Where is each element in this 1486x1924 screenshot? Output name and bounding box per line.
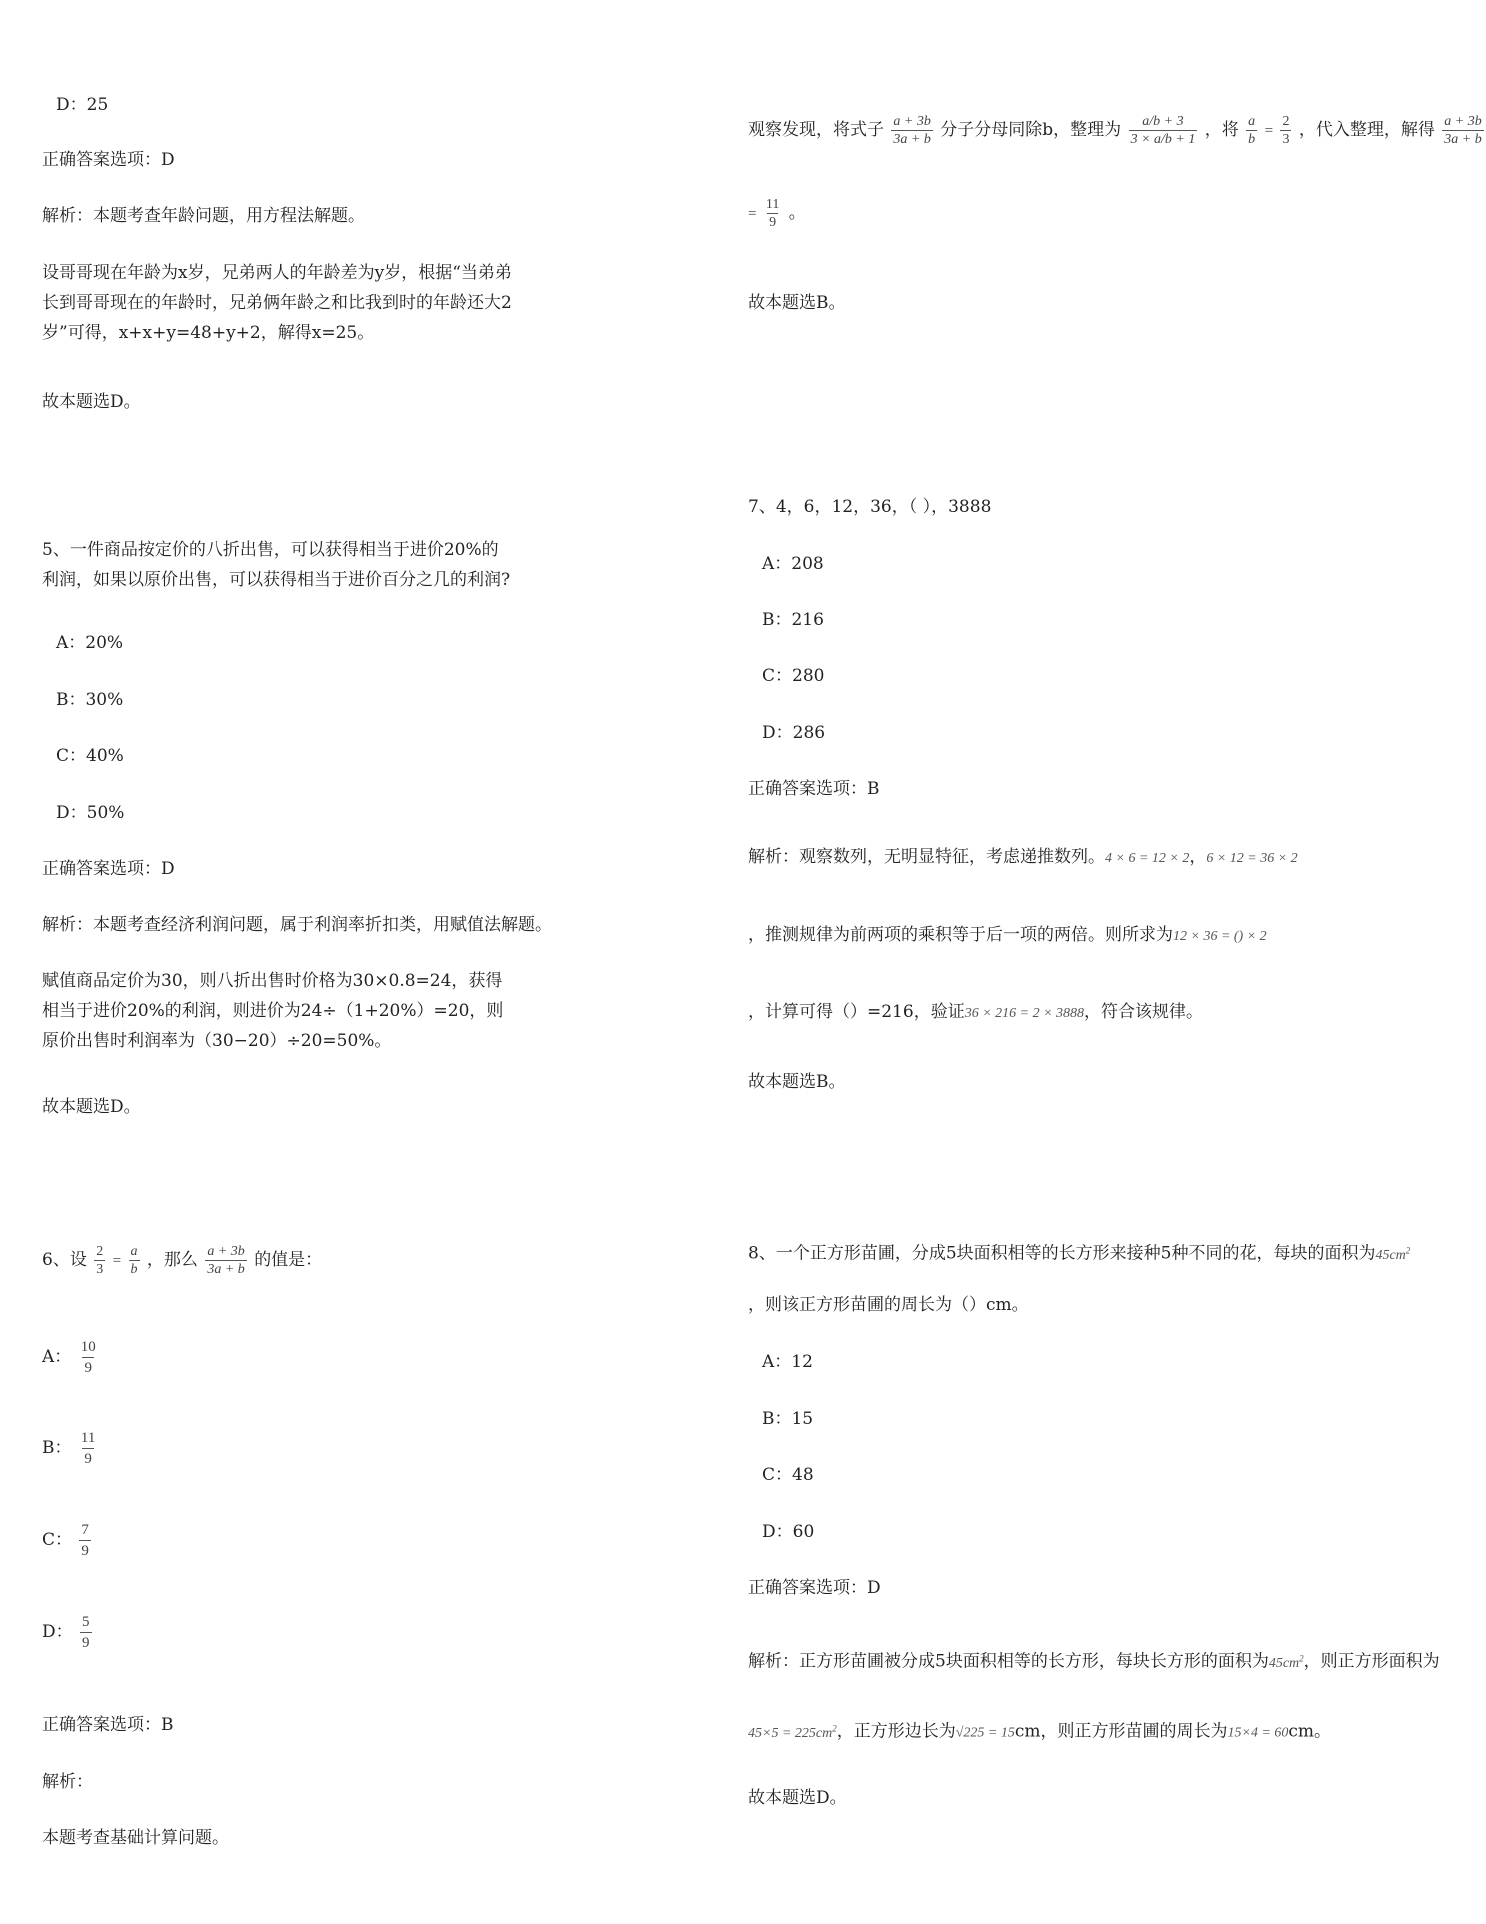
- fraction-numerator: 7: [81, 1522, 89, 1538]
- solution-text: 观察发现，将式子: [748, 120, 884, 140]
- q5-stem: 5、一件商品按定价的八折出售，可以获得相当于进价20%的利润，如果以原价出售，可以获得相当于进价百分之几的利润?: [42, 540, 511, 590]
- q7-option-a: A：208: [762, 554, 824, 574]
- q6-option-b: [42, 1426, 99, 1470]
- fraction-denominator: 9: [769, 215, 777, 230]
- q4-detail: 设哥哥现在年龄为x岁，兄弟两人的年龄差为y岁，根据“当弟弟长到哥哥现在的年龄时，兄弟俩年龄之和比我到时的年龄还大2岁”可得，x+x+y=48+y+2，解得x=25。: [42, 263, 512, 343]
- fraction-numerator: a: [1248, 114, 1256, 129]
- q5-answer: 正确答案选项：D: [42, 859, 175, 879]
- superscript: 2: [1405, 1245, 1411, 1255]
- area-value: 45cm: [1268, 1655, 1300, 1671]
- q6-stem-mid: ，那么: [146, 1250, 198, 1270]
- q6-option-d: [42, 1610, 94, 1654]
- fraction-denominator: 9: [79, 1540, 91, 1561]
- q7-option-d: D：286: [762, 723, 826, 743]
- fraction-denominator: 3: [96, 1262, 104, 1277]
- q8-analysis-line2: [748, 1713, 1331, 1749]
- fraction-numerator: a + 3b: [1444, 114, 1482, 129]
- q6-solution-result: [748, 190, 806, 237]
- analysis-text: ，符合该规律。: [1084, 1002, 1204, 1022]
- equals-sign: =: [748, 206, 757, 222]
- q7-answer: 正确答案选项：B: [748, 779, 880, 799]
- superscript: 2: [1299, 1653, 1304, 1663]
- q7-option-b: B：216: [762, 610, 824, 630]
- q6-stem: [42, 1240, 322, 1281]
- analysis-text: ，计算可得（）=216，验证: [748, 1002, 965, 1022]
- area-expression: [1268, 1653, 1304, 1671]
- option-label: D：: [42, 1622, 73, 1642]
- math-expression: 36 × 216 = 2 × 3888: [964, 1006, 1085, 1021]
- option-label: B：: [42, 1438, 72, 1458]
- q6-answer: 正确答案选项：B: [42, 1715, 174, 1735]
- solution-fraction: [1246, 113, 1257, 148]
- solution-fraction: [891, 113, 932, 148]
- analysis-text: ，则正方形面积为: [1303, 1651, 1440, 1672]
- q8-conclusion: 故本题选D。: [748, 1788, 847, 1808]
- option-fraction: [79, 1520, 91, 1561]
- q8-stem-line2: ，则该正方形苗圃的周长为（）cm。: [748, 1295, 1029, 1315]
- fraction-numerator: a: [130, 1244, 138, 1259]
- fraction-numerator: 11: [765, 197, 780, 212]
- fraction-numerator: 10: [80, 1339, 96, 1355]
- math-expression: 12 × 36 = () × 2: [1173, 929, 1267, 944]
- fraction-numerator: a/b + 3: [1142, 114, 1184, 129]
- q6-fraction-a-over-b: [129, 1243, 140, 1278]
- solution-fraction: [1442, 113, 1483, 148]
- q8-answer: 正确答案选项：D: [748, 1578, 881, 1598]
- q6-fraction-expression: [205, 1243, 246, 1278]
- q4-analysis: 解析：本题考查年龄问题，用方程法解题。: [42, 206, 365, 226]
- q6-stem-prefix: 6、设: [42, 1250, 87, 1270]
- q6-analysis: 解析：: [42, 1772, 93, 1792]
- option-label: C：: [42, 1530, 73, 1550]
- analysis-text: cm，则正方形苗圃的周长为: [1014, 1721, 1228, 1742]
- fraction-denominator: 3: [1282, 132, 1290, 147]
- q6-fraction-two-thirds: [94, 1243, 105, 1278]
- q5-option-a: A：20%: [56, 633, 124, 653]
- option-label: A：: [42, 1347, 72, 1367]
- fraction-numerator: 11: [80, 1430, 96, 1446]
- fraction-denominator: b: [1248, 132, 1256, 147]
- q4-conclusion: 故本题选D。: [42, 392, 141, 412]
- fraction-denominator: 9: [82, 1357, 94, 1378]
- q8-option-c: C：48: [762, 1465, 814, 1485]
- analysis-text: ，正方形边长为: [836, 1721, 956, 1742]
- fraction-denominator: b: [130, 1262, 138, 1277]
- fraction-numerator: 2: [96, 1244, 104, 1259]
- solution-fraction: [1280, 113, 1291, 148]
- q7-analysis-line3: [748, 997, 1203, 1029]
- fraction-numerator: 5: [82, 1614, 90, 1630]
- solution-text: ，将: [1204, 120, 1239, 140]
- q6-solution-line: [748, 105, 1486, 156]
- q7-option-c: C：280: [762, 666, 825, 686]
- fraction-numerator: a + 3b: [207, 1244, 245, 1259]
- q5-analysis: 解析：本题考查经济利润问题，属于利润率折扣类，用赋值法解题。: [42, 915, 552, 935]
- fraction-denominator: 3a + b: [1444, 132, 1482, 147]
- analysis-text: 解析：正方形苗圃被分成5块面积相等的长方形，每块长方形的面积为: [748, 1651, 1269, 1672]
- solution-fraction: [764, 196, 781, 231]
- q5-option-b: B：30%: [56, 690, 124, 710]
- q7-analysis-line2: [748, 920, 1267, 952]
- solution-text: ，代入整理，解得: [1298, 120, 1435, 140]
- fraction-denominator: 3a + b: [207, 1262, 245, 1277]
- solution-fraction: [1129, 113, 1198, 148]
- math-expression: [748, 1723, 837, 1741]
- q7-analysis: [748, 842, 1298, 874]
- option-fraction: [79, 1337, 98, 1378]
- fraction-denominator: 3 × a/b + 1: [1130, 132, 1196, 147]
- q5-detail: 赋值商品定价为30，则八折出售时价格为30×0.8=24，获得相当于进价20%的利润，则进价为24÷（1+20%）=20，则原价出售时利润率为（30−20）÷20=50%。: [42, 971, 504, 1051]
- q6-conclusion: 故本题选B。: [748, 293, 846, 313]
- q7-conclusion: 故本题选B。: [748, 1072, 846, 1092]
- q8-stem: [748, 1235, 1410, 1271]
- stem-text: 8、一个正方形苗圃，分成5块面积相等的长方形来接种5种不同的花，每块的面积为: [748, 1243, 1376, 1264]
- equals-sign: =: [112, 1253, 122, 1269]
- q8-option-a: A：12: [762, 1352, 813, 1372]
- equals-sign: =: [1264, 123, 1274, 139]
- solution-text: 。: [788, 203, 806, 223]
- math-value: 45×5 = 225cm: [748, 1725, 833, 1741]
- option-fraction: [80, 1612, 92, 1653]
- solution-text: 分子分母同除b，整理为: [940, 120, 1122, 140]
- q5-option-c: C：40%: [56, 746, 124, 766]
- q4-option-d: D：25: [56, 95, 109, 115]
- q5-option-d: D：50%: [56, 803, 125, 823]
- superscript: 2: [832, 1723, 837, 1733]
- q6-option-c: [42, 1518, 93, 1562]
- area-expression: [1375, 1245, 1411, 1263]
- analysis-text: cm。: [1288, 1721, 1332, 1742]
- q6-stem-suffix: 的值是：: [254, 1250, 323, 1270]
- math-expression: 4 × 6 = 12 × 2: [1105, 851, 1190, 866]
- area-value: 45cm: [1375, 1247, 1406, 1263]
- q7-stem: 7、4，6，12，36，（ ），3888: [748, 497, 992, 517]
- math-expression: √225 = 15: [955, 1725, 1015, 1741]
- math-expression: 15×4 = 60: [1227, 1725, 1289, 1741]
- q6-option-a: [42, 1335, 100, 1379]
- q5-conclusion: 故本题选D。: [42, 1097, 141, 1117]
- fraction-denominator: 9: [82, 1448, 94, 1469]
- q4-answer: 正确答案选项：D: [42, 150, 175, 170]
- fraction-numerator: 2: [1282, 114, 1290, 129]
- q8-option-b: B：15: [762, 1409, 814, 1429]
- q8-option-d: D：60: [762, 1522, 815, 1542]
- q8-analysis: [748, 1643, 1440, 1679]
- option-fraction: [79, 1428, 97, 1469]
- analysis-text: 解析：观察数列，无明显特征，考虑递推数列。: [748, 847, 1105, 867]
- analysis-text: ，推测规律为前两项的乘积等于后一项的两倍。则所求为: [748, 925, 1173, 945]
- fraction-denominator: 9: [80, 1632, 92, 1653]
- separator: ，: [1189, 847, 1207, 867]
- math-expression: 6 × 12 = 36 × 2: [1206, 851, 1298, 866]
- fraction-denominator: 3a + b: [893, 132, 931, 147]
- fraction-numerator: a + 3b: [893, 114, 931, 129]
- q6-detail: 本题考查基础计算问题。: [42, 1828, 229, 1848]
